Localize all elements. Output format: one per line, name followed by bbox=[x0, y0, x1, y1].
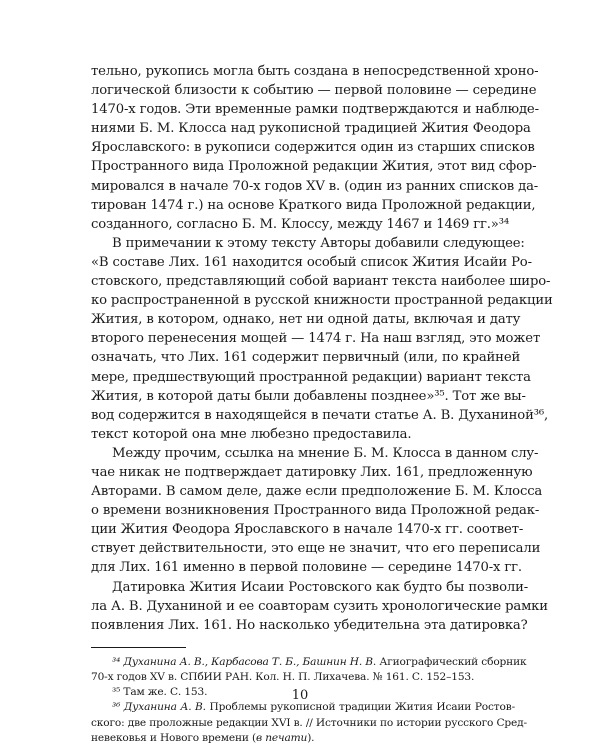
text-line: «В составе Лих. 161 находится особый список Жития Исайи Ро- bbox=[91, 254, 532, 270]
footnote-36-line-3-start: невековья и Нового времени ( bbox=[91, 731, 256, 744]
footnote-35: ³⁵ Там же. С. 153. bbox=[112, 686, 208, 699]
text-line: 1470-х годов. Эти временные рамки подтверждаются и наблюде- bbox=[91, 102, 539, 118]
footnote-36-author: ³⁶ Духанина А. В. bbox=[112, 701, 206, 714]
text-line: логической близости к событию — первой половине — середине bbox=[91, 83, 537, 99]
text-line: Жития, в котором, однако, нет ни одной даты, включая и дату bbox=[91, 312, 521, 328]
text-line: Ярославского: в рукописи содержится один из старших списков bbox=[91, 140, 535, 156]
in-press-note: в печати bbox=[255, 731, 308, 744]
text-line: ниями Б. М. Клосса над рукописной традицией Жития Феодора bbox=[91, 121, 531, 137]
text-line: ко распространенной в русской книжности пространной редакции bbox=[91, 293, 553, 309]
footnote-34-text: Агиографический сборник bbox=[376, 655, 527, 668]
text-line: чае никак не подтверждает датировку Лих. 161, предложенную bbox=[91, 464, 533, 480]
text-line: о времени возникновения Пространного вида Проложной редак- bbox=[91, 503, 540, 519]
text-line: Жития, в которой даты были добавлены позднее»³⁵. Тот же вы- bbox=[91, 388, 526, 404]
footnote-36-line-2: ского: две проложные редакции XVI в. // Источники по истории русского Сред- bbox=[91, 716, 527, 729]
text-line: Авторами. В самом деле, даже если предположение Б. М. Клосса bbox=[91, 484, 543, 500]
text-line: мировался в начале 70-х годов XV в. (один из ранних списков да- bbox=[91, 178, 539, 194]
text-line: текст которой она мне любезно предоставила. bbox=[91, 426, 412, 442]
footnote-34 bbox=[91, 655, 527, 670]
text-line: Датировка Жития Исаии Ростовского как будто бы позволи- bbox=[112, 579, 529, 595]
footnote-36-text: Проблемы рукописной традиции Жития Исаии Ростов- bbox=[205, 701, 515, 714]
text-line: мере, предшествующий пространной редакции) вариант текста bbox=[91, 369, 531, 385]
text-line: появления Лих. 161. Но насколько убедительна эта датировка? bbox=[91, 617, 528, 633]
text-line: тирован 1474 г.) на основе Краткого вида Проложной редакции, bbox=[91, 197, 536, 213]
footnote-36-line-3-end: ). bbox=[307, 731, 315, 744]
text-line: вод содержится в находящейся в печати статье А. В. Духаниной³⁶, bbox=[91, 407, 549, 423]
text-line: ции Жития Феодора Ярославского в начале 1470-х гг. соответ- bbox=[91, 522, 524, 538]
main-text bbox=[91, 62, 553, 635]
text-line: созданного, согласно Б. М. Клоссу, между 1467 и 1469 гг.»³⁴ bbox=[91, 216, 509, 232]
text-line: ла А. В. Духаниной и ее соавторам сузить хронологические рамки bbox=[91, 598, 548, 614]
text-line: Между прочим, ссылка на мнение Б. М. Клосса в данном слу- bbox=[112, 445, 539, 461]
page-number: 10 bbox=[291, 688, 309, 703]
text-line: В примечании к этому тексту Авторы добавили следующее: bbox=[112, 235, 525, 251]
text-line: тельно, рукопись могла быть создана в непосредственной хроно- bbox=[91, 64, 539, 79]
text-line: для Лих. 161 именно в первой половине — середине 1470-х гг. bbox=[91, 560, 522, 576]
text-line: означать, что Лих. 161 содержит первичный (или, по крайней bbox=[91, 350, 521, 366]
footnote-34-authors: ³⁴ Духанина А. В., Карбасова Т. Б., Башнин Н. В. bbox=[112, 655, 377, 668]
text-line: ствует действительности, это еще не значит, что его переписали bbox=[91, 541, 541, 557]
footnote-36-line-3 bbox=[91, 731, 515, 746]
text-line: Пространного вида Проложной редакции Жития, этот вид сфор- bbox=[91, 159, 537, 175]
text-line: второго перенесения мощей — 1474 г. На наш взгляд, это может bbox=[91, 331, 541, 347]
book-page bbox=[91, 62, 553, 746]
text-line: стовского, представляющий собой вариант текста наиболее широ- bbox=[91, 274, 551, 290]
footnote-separator bbox=[91, 647, 186, 648]
footnote-34-line-2: 70-х годов XV в. СПбИИ РАН. Кол. Н. П. Лихачева. № 161. С. 152–153. bbox=[91, 671, 475, 683]
